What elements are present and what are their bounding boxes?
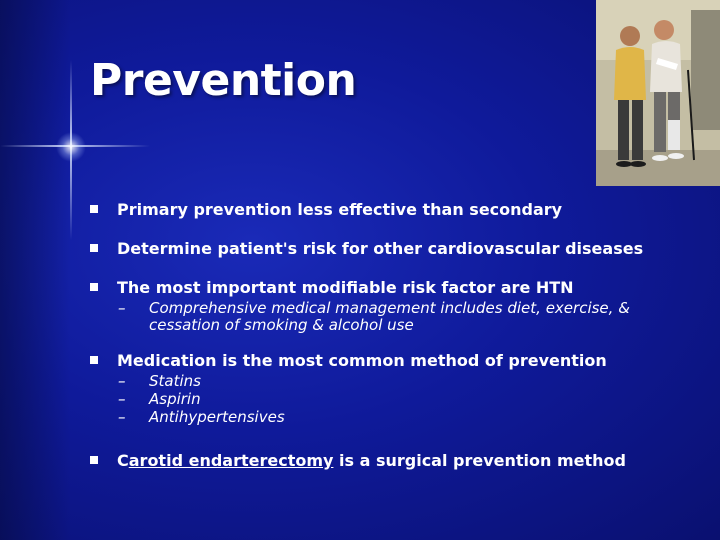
sub-bullet-item	[118, 300, 659, 334]
bullet-item	[90, 278, 574, 298]
sub-bullet-dash: –	[118, 390, 126, 408]
sub-bullet-text: Antihypertensives	[149, 408, 285, 426]
bullet-text-prefix: C	[117, 451, 129, 470]
background-band	[0, 0, 70, 540]
sub-bullet-item	[118, 409, 285, 426]
lens-flare-glow	[56, 132, 86, 162]
sub-bullet-dash: –	[118, 408, 126, 426]
carotid-endarterectomy-link[interactable]: arotid endarterectomy	[128, 451, 334, 470]
bullet-text: Primary prevention less effective than secondary	[117, 200, 563, 219]
bullet-item	[90, 200, 562, 220]
bullet-square-icon	[90, 456, 98, 464]
bullet-text	[117, 451, 626, 471]
bullet-item	[90, 239, 643, 259]
rehab-walking-photo	[596, 0, 720, 186]
sub-bullet-item	[118, 391, 201, 408]
bullet-item	[90, 351, 607, 371]
photo-illustration	[596, 0, 720, 186]
sub-bullet-text: Comprehensive medical management includes diet, exercise, & cessation of smoking & alcohol use	[149, 299, 630, 334]
bullet-text: Determine patient's risk for other cardiovascular diseases	[117, 239, 644, 258]
bullet-text: The most important modifiable risk factor are HTN	[117, 278, 574, 297]
bullet-square-icon	[90, 244, 98, 252]
sub-bullet-item	[118, 373, 201, 390]
bullet-text-suffix: is a surgical prevention method	[333, 451, 626, 470]
slide-title: Prevention	[90, 55, 357, 106]
sub-bullet-text: Aspirin	[149, 390, 201, 408]
bullet-square-icon	[90, 205, 98, 213]
bullet-text: Medication is the most common method of prevention	[117, 351, 607, 370]
bullet-square-icon	[90, 283, 98, 291]
sub-bullet-dash: –	[118, 372, 126, 390]
bullet-item	[90, 451, 626, 471]
bullet-square-icon	[90, 356, 98, 364]
sub-bullet-text: Statins	[149, 372, 201, 390]
sub-bullet-dash: –	[118, 299, 126, 317]
